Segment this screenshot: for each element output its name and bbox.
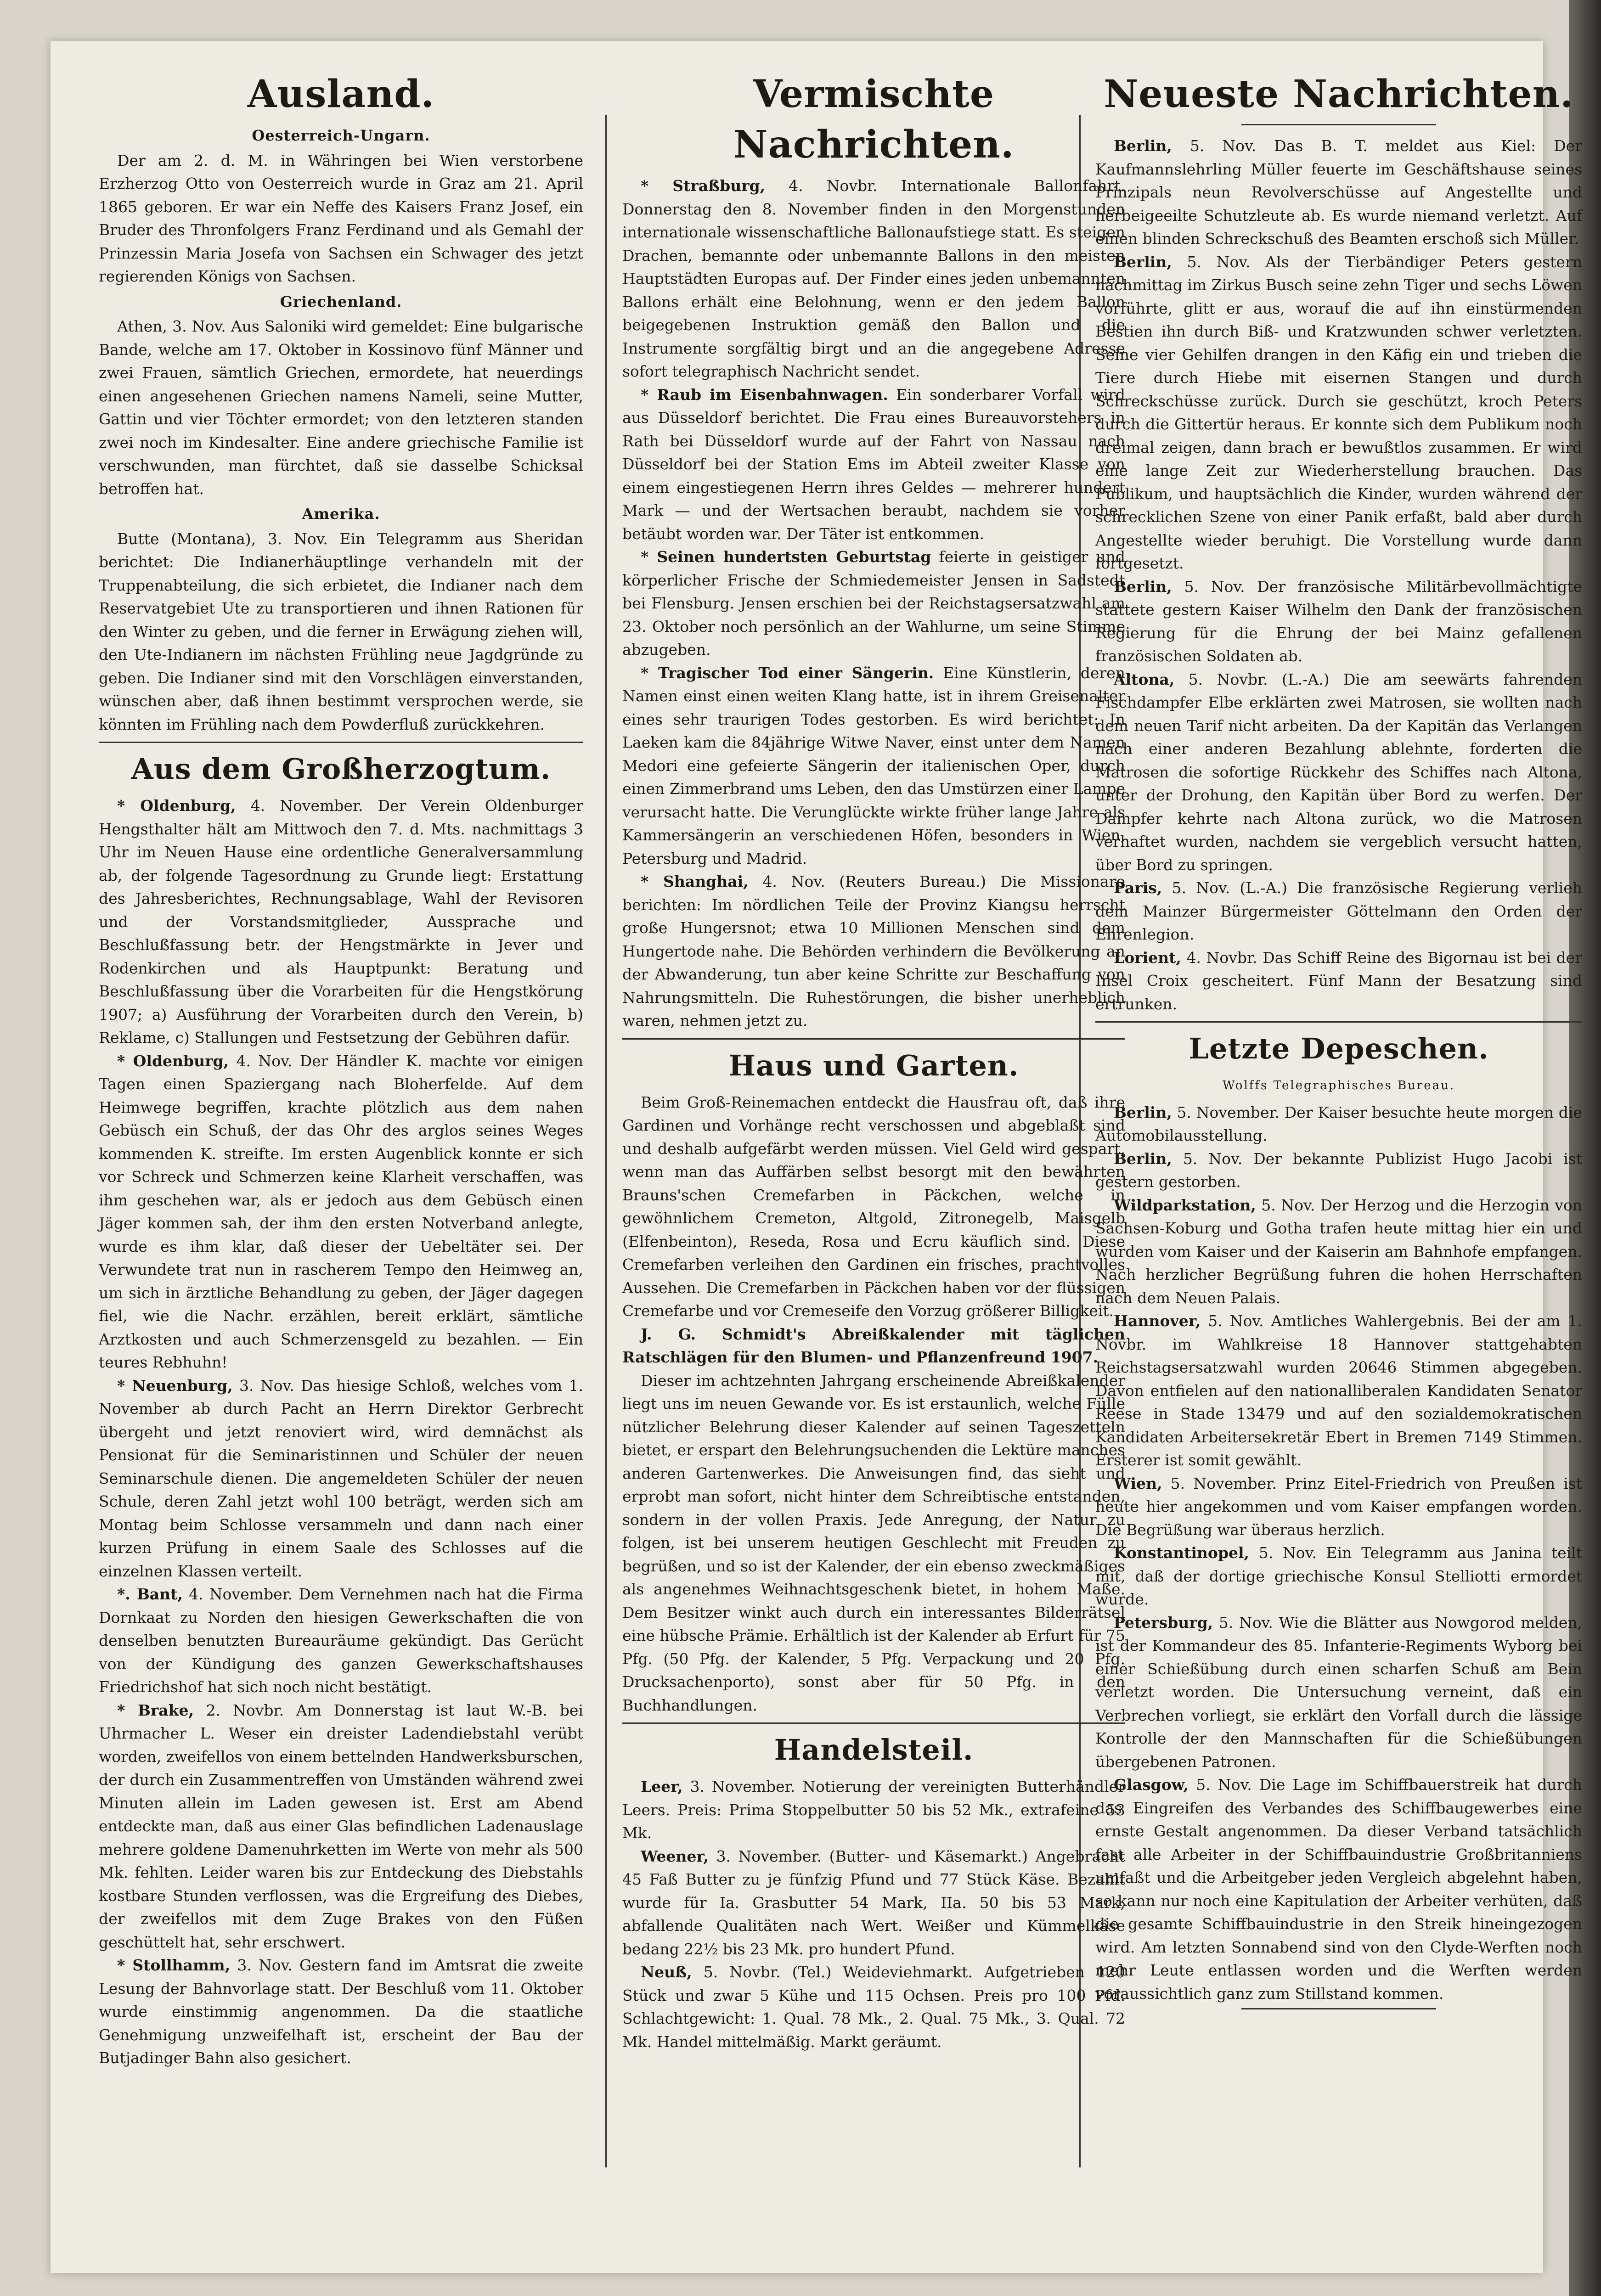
news-item-place: * Straßburg, (641, 177, 766, 195)
news-item (1095, 1101, 1582, 1148)
news-item-place: Berlin, (1114, 253, 1172, 271)
news-item-text: 4. Nov. Der Händler K. machte vor einigen Tagen einen Spaziergang nach Bloherfelde. Auf dem Heimwege begriffen, krachte plötzlich aus dem nahen Gebüsch ein Schuß, der das Ohr des arglos seines Weges kommenden K. streifte. Im ersten Augenblick konnte er sich vor Schreck und Schmerzen keine Klarheit verschaffen, was ihm geschehen war, als er jedoch aus dem Gebüsch einen Jäger kommen sah, der ihm den ersten Notverband anlegte, wurde es ihm klar, daß dieser der Uebeltäter sei. Der Verwundete trat nun in rascherem Tempo den Heimweg an, um sich in ärztliche Behandlung zu geben, der Jäger dagegen fiel, wie die Nachr. erzählen, bereit erklärt, sämtliche Arztkosten und auch Schmerzensgeld zu bezahlen. — Ein teures Rebhuhn! (99, 1052, 584, 1371)
news-item-text: 5. Novbr. (L.-A.) Die am seewärts fahrenden Fischdampfer Elbe erklärten zwei Matrosen, sie wollten nach dem neuen Tarif nicht arbeiten. Da der Kapitän das Verlangen nach einer anderen Bezahlung ablehnte, forderten die Matrosen die sofortige Rückkehr des Schiffes nach Altona, unter der Drohung, den Kapitän über Bord zu werfen. Der Dampfer kehrte nach Altona zurück, wo die Matrosen verhaftet wurden, nachdem sie vergeblich versucht hatten, über Bord zu springen. (1095, 670, 1582, 874)
news-item (99, 1954, 583, 2070)
news-item-text: 5. Nov. Der französische Militärbevollmächtigte stattete gestern Kaiser Wilhelm den Dank der französischen Regierung für die Ehrung der bei Mainz gefallenen französischen Soldaten ab. (1095, 577, 1582, 665)
news-item (99, 1583, 583, 1699)
news-item-text: 5. Nov. Der bekannte Publizist Hugo Jacobi ist gestern gestorben. (1095, 1149, 1582, 1191)
news-item-place: * Seinen hundertsten Geburtstag (641, 548, 931, 566)
griechenland-text: Athen, 3. Nov. Aus Saloniki wird gemeldet: Eine bulgarische Bande, welche am 17. Oktober in Kossinovo fünf Männer und zwei Frauen, sämtlich Griechen, ermordete, hat neuerdings einen angesehenen Griechen namens Nameli, seine Mutter, Gattin und vier Töchter ermordet; von den letzteren standen zwei noch im Kindesalter. Eine andere griechische Familie ist verschwunden, man fürchtet, daß sie dasselbe Schicksal betroffen hat. (99, 317, 583, 498)
section-divider (622, 1038, 1125, 1040)
news-item-place: Hannover, (1114, 1312, 1201, 1330)
news-item-text: feierte in geistiger und körperlicher Frische der Schmiedemeister Jensen in Sadstedt bei Flensburg. Jensen erschien bei der Reichstagsersatzwahl am 23. Oktober noch persönlich an der Wahlurne, um seine Stimme abzugeben. (622, 548, 1125, 658)
news-item-place: * Stollhamm, (117, 1956, 231, 1974)
news-item (622, 662, 1125, 871)
news-item-text: 3. Nov. Gestern fand im Amtsrat die zweite Lesung der Bahnvorlage statt. Der Beschluß vom 11. Oktober wurde einstimmig angenommen. Da die staatliche Genehmigung unzweifelhaft ist, erscheint der Bau der Butjadinger Bahn also gesichert. (99, 1956, 583, 2067)
news-item (622, 1775, 1125, 1845)
news-item (1095, 1148, 1582, 1194)
column-2 (622, 69, 1125, 2054)
news-item-text: 4. Novbr. Das Schiff Reine des Bigornau ist bei der Insel Croix gescheitert. Fünf Mann der Besatzung sind ertrunken. (1095, 948, 1582, 1013)
news-item-text: 5. Nov. Als der Tierbändiger Peters gestern nachmittag im Zirkus Busch seine zehn Tiger und sechs Löwen vorführte, glitt er aus, worauf die auf ihn einstürmenden Bestien ihn durch Biß- und Kratzwunden schwer verletzten. Seine vier Gehilfen drangen in den Käfig ein und trieben die Tiere durch Hiebe mit eisernen Stangen und durch Schreckschüsse zurück. Durch sie geschützt, kroch Peters durch die Gittertür heraus. Er konnte sich dem Publikum noch dreimal zeigen, dann brach er bewußtlos zusammen. Er wird eine lange Zeit zur Wiederherstellung brauchen. Das Publikum, und hauptsächlich die Kinder, wurden während der schrecklichen Szene von einer Panik erfaßt, bald aber durch Angestellte wieder beruhigt. Die Vorstellung wurde dann fortgesetzt. (1095, 253, 1582, 572)
news-item-text: 2. Novbr. Am Donnerstag ist laut W.-B. bei Uhrmacher L. Weser ein dreister Ladendiebstahl verübt worden, zweifellos von einem bettelnden Handwerksburschen, der durch ein Zusammentreffen von Umständen während zwei Minuten allein im Laden gewesen ist. Erst am Abend entdeckte man, daß aus einer Glas befindlichen Ladenauslage mehrere goldene Damenuhrketten im Werte von mehr als 500 Mk. fehlten. Leider waren bis zur Entdeckung des Diebstahls kostbare Stunden verflossen, was die Ergreifung des Diebes, der zweifellos mit dem Zuge Brakes von den Füßen geschüttelt hat, sehr erschwert. (99, 1701, 583, 1951)
news-item-place: Berlin, (1114, 1149, 1172, 1168)
news-item-place: Berlin, (1114, 1103, 1172, 1121)
column-rule-1 (605, 115, 607, 2167)
news-item (622, 1961, 1125, 2054)
handelsteil-heading: Handelsteil. (774, 1733, 974, 1767)
news-item-place: *. Bant, (117, 1585, 183, 1603)
news-item-text: 4. November. Der Verein Oldenburger Hengsthalter hält am Mittwoch den 7. d. Mts. nachmittags 3 Uhr im Neuen Hause eine ordentliche Generalversammlung ab, der folgende Tagesordnung zu Grunde liegt: Erstattung des Jahresberichtes, Rechnungsablage, Wahl der Revisoren und der Vorstandsmitglieder, Aussprache und Beschlußfassung betr. der Hengstmärkte in Jever und Rodenkirchen und als Hauptpunkt: Beratung und Beschlußfassung über die Vorarbeiten für die Hengstkörung 1907; a) Ausführung der Vorarbeiten durch den Verein, b) Reklame, c) Stallungen und Festsetzung der Gebühren dafür. (99, 797, 583, 1047)
news-item-text: 3. November. (Butter- und Käsemarkt.) Angebracht 45 Faß Butter zu je fünfzig Pfund und 77 Stück Käse. Bezahlt wurde für Ia. Grasbutter 54 Mark, IIa. 50 bis 53 Mark, abfallende Qualitäten nach Wert. Weißer und Kümmelkäse bedang 22½ bis 23 Mk. pro hundert Pfund. (622, 1847, 1125, 1958)
end-rule (1241, 2008, 1436, 2009)
news-item (622, 870, 1125, 1033)
news-item (1095, 946, 1582, 1016)
vermischte-heading: Vermischte Nachrichten. (733, 72, 1015, 167)
haus-text-3: Dieser im achtzehnten Jahrgang erscheinende Abreißkalender liegt uns im neuen Gewande vor. Es ist erstaunlich, welche Fülle nützlicher Belehrung dieser Kalender auf seinen Tageszetteln bietet, er erspart den Belehrungsuchenden die Lektüre manches anderen Gartenwerkes. Die Anweisungen find, das sieht und erprobt man sofort, nicht hinter dem Schreibtische entstanden, sondern in der vollen Praxis. Jede Anregung, der Natur zu folgen, ist bei unserem heutigen Geschlecht mit Freuden zu begrüßen, und so ist der Kalender, der ein ebenso zweckmäßiges als angenehmes Weihnachtsgeschenk bietet, in hohem Maße. Dem Besitzer winkt auch durch ein interessantes Bilderrätsel eine hübsche Prämie. Erhältlich ist der Kalender ab Erfurt für 75 Pfg. (50 Pfg. der Kalender, 5 Pfg. Verpackung und 20 Pfg. Drucksachenporto), sonst aber für 50 Pfg. in den Buchhandlungen. (622, 1371, 1125, 1714)
news-item-place: Berlin, (1114, 577, 1172, 596)
news-item-text: Eine Künstlerin, deren Namen einst einen weiten Klang hatte, ist in ihrem Greisenalter eines sehr traurigen Todes gestorben. Es wird berichtet: In Laeken kam die 84jährige Witwe Naver, einst unter dem Namen Medori eine gefeierte Sängerin der italienischen Oper, durch einen Zimmerbrand ums Leben, den das Umstürzen einer Lampe verursacht hatte. Die Verunglückte wirkte früher lange Jahre als Kammersängerin an verschiedenen Höfen, besonders in Wien, Petersburg und Madrid. (622, 664, 1125, 867)
news-item-text: 5. November. Der Kaiser besuchte heute morgen die Automobilausstellung. (1095, 1103, 1582, 1144)
news-item-place: Paris, (1114, 879, 1162, 897)
news-item-text: 5. November. Prinz Eitel-Friedrich von Preußen ist heute hier angekommen und vom Kaiser empfangen worden. Die Begrüßung war überaus herzlich. (1095, 1474, 1582, 1539)
amerika-subheading: Amerika. (302, 505, 380, 523)
news-item-text: 5. Nov. Wie die Blätter aus Nowgorod melden, ist der Kommandeur des 85. Infanterie-Regiments Wyborg bei einer Schießübung durch einen scharfen Schuß am Bein verletzt worden. Die Untersuchung verneint, daß ein Verbrechen vorliegt, sie erklärt den Vorfall durch die lässige Kontrolle der den Mannschaften für die Schießübungen übergebenen Patronen. (1095, 1613, 1582, 1771)
news-item-text: 5. Nov. Ein Telegramm aus Janina teilt mit, daß der dortige griechische Konsul Stelliotti ermordet wurde. (1095, 1544, 1582, 1608)
amerika-text: Butte (Montana), 3. Nov. Ein Telegramm aus Sheridan berichtet: Die Indianerhäuptlinge verhandeln mit der Truppenabteilung, die sich erbietet, die Indianer nach dem Reservatgebiet Ute zu transportieren und ihnen Rationen für den Winter zu geben, und die ferner in Erwägung ziehen will, den Ute-Indianern im nächsten Frühling neue Jagdgründe zu geben. Die Indianer sind mit den Vorschlägen einverstanden, wünschen aber, daß ihnen bestimmt versprochen werde, sie könnten im Frühling nach dem Powderfluß zurückkehren. (99, 529, 583, 733)
news-item (99, 794, 583, 1050)
wire-service-label: Wolffs Telegraphisches Bureau. (1222, 1079, 1455, 1092)
news-item-place: Konstantinopel, (1114, 1544, 1250, 1562)
news-item-text: 4. Nov. (Reuters Bureau.) Die Missionare berichten: Im nördlichen Teile der Provinz Kiangsu herrscht große Hungersnot; etwa 10 Millionen Menschen sind dem Hungertode nahe. Die Behörden verhindern die Bevölkerung an der Abwanderung, tun aber keine Schritte zur Beschaffung von Nahrungsmitteln. Die Ruhestörungen, die bisher unerheblich waren, nehmen jetzt zu. (622, 872, 1125, 1030)
news-item (1095, 1773, 1582, 2005)
news-item (1095, 135, 1582, 251)
news-item (99, 1050, 583, 1374)
news-item-place: Wien, (1114, 1474, 1162, 1492)
news-item-place: * Brake, (117, 1701, 194, 1719)
news-item (1095, 575, 1582, 668)
news-item (622, 546, 1125, 662)
news-item-place: Leer, (641, 1778, 683, 1795)
news-item-place: Berlin, (1114, 137, 1172, 155)
news-item-text: 4. November. Dem Vernehmen nach hat die Firma Dornkaat zu Norden den hiesigen Gewerkschaften die von denselben benutzten Bureauräume gekündigt. Das Gerücht von der Kündigung des ganzen Gewerkschaftshauses Friedrichshof hat sich noch nicht bestätigt. (99, 1585, 583, 1696)
section-divider (1095, 1021, 1582, 1023)
haus-text-2: J. G. Schmidt's Abreißkalender mit täglichen Ratschlägen für den Blumen- und Pflanzenfreund 1907. (622, 1325, 1125, 1366)
news-item-place: Neuß, (641, 1963, 692, 1981)
news-item (1095, 1310, 1582, 1472)
news-item-place: * Raub im Eisenbahnwagen. (641, 385, 888, 404)
neueste-heading: Neueste Nachrichten. (1104, 72, 1574, 116)
news-item-place: * Tragischer Tod einer Sängerin. (641, 664, 934, 682)
news-item-place: * Oldenburg, (117, 797, 236, 815)
haus-garten-heading: Haus und Garten. (728, 1048, 1019, 1082)
section-divider (99, 742, 583, 743)
heading-underline (1241, 124, 1436, 125)
news-item-text: 4. Novbr. Internationale Ballonfahrt. Donnerstag den 8. November finden in den Morgenstunden internationale wissenschaftliche Ballonaufstiege statt. Es steigen Drachen, bemannte oder unbemannte Ballons in den meisten Hauptstädten Europas auf. Der Finder eines jeden unbemannten Ballons erhält eine Belohnung, wenn er den jedem Ballon beigegebenen Instruktion gemäß den Ballon und die Instrumente sorgfältig birgt und an die angegebene Adresse sofort telegraphisch Nachricht sendet. (622, 177, 1126, 380)
news-item-place: * Neuenburg, (117, 1376, 233, 1395)
news-item-place: Glasgow, (1114, 1776, 1189, 1794)
news-item (622, 383, 1125, 546)
grossherzogtum-heading: Aus dem Großherzogtum. (131, 752, 551, 786)
news-item (1095, 668, 1582, 877)
news-item (622, 174, 1125, 383)
news-item (622, 1845, 1125, 1961)
news-item-place: Weener, (641, 1847, 709, 1865)
news-item-place: Altona, (1114, 670, 1175, 688)
news-item (1095, 1611, 1582, 1774)
haus-text-1: Beim Groß-Reinemachen entdeckt die Hausfrau oft, daß ihre Gardinen und Vorhänge recht verschossen und abgeblaßt sind und deshalb aufgefärbt werden müssen. Viel Geld wird gespart, wenn man das Auffärben selbst besorgt mit den bewährten Brauns'schen Cremefarben in Päckchen, welche in gewöhnlichem Cremeton, Altgold, Zitronegelb, Maisgelb (Elfenbeinton), Reseda, Rosa und Ecru käuflich sind. Diese Cremefarben verleihen den Gardinen ein frisches, prachtvolles Aussehen. Die Cremefarben in Päckchen haben vor der flüssigen Cremefarbe und vor Cremeseife den Vorzug größerer Billigkeit. (622, 1093, 1125, 1320)
section-divider (622, 1722, 1125, 1724)
news-item-text: 3. November. Notierung der vereinigten Butterhändler Leers. Preis: Prima Stoppelbutter 50 bis 52 Mk., extrafeine 53 Mk. (622, 1778, 1125, 1842)
oesterreich-text: Der am 2. d. M. in Währingen bei Wien verstorbene Erzherzog Otto von Oesterreich wurde in Graz am 21. April 1865 geboren. Er war ein Neffe des Kaisers Franz Josef, ein Bruder des Thronfolgers Franz Ferdinand und als Gemahl der Prinzessin Maria Josefa von Sachsen ein Schwager des jetzt regierenden Königs von Sachsen. (99, 151, 583, 285)
news-item-place: * Oldenburg, (117, 1052, 229, 1070)
griechenland-subheading: Griechenland. (280, 293, 402, 310)
news-item-text: 5. Nov. Die Lage im Schiffbauerstreik hat durch das Eingreifen des Verbandes des Schiffbaugewerbes eine ernste Gestalt angenommen. Da dieser Verband tatsächlich fast alle Arbeiter in der Schiffbauindustrie Großbritanniens umfaßt und die Arbeitgeber jeden Vergleich abgelehnt haben, so kann nur noch eine Kapitulation der Arbeiter verhüten, daß die gesamte Schiffbauindustrie in den Streik hineingezogen wird. Am letzten Sonnabend sind von den Clyde-Werften noch mehr Leute entlassen worden und die Werften werden voraussichtlich ganz zum Stillstand kommen. (1095, 1776, 1582, 2003)
news-item-place: Wildparkstation, (1114, 1196, 1256, 1214)
news-item-text: 5. Nov. Der Herzog und die Herzogin von Sachsen-Koburg und Gotha trafen heute mittag hier ein und wurden vom Kaiser und der Kaiserin am Bahnhofe empfangen. Nach herzlicher Begrüßung fuhren die hohen Herrschaften nach dem Neuen Palais. (1095, 1196, 1583, 1307)
news-item-place: Lorient, (1114, 948, 1181, 967)
news-item-place: Petersburg, (1114, 1613, 1213, 1632)
news-item (1095, 1194, 1582, 1310)
depeschen-heading: Letzte Depeschen. (1189, 1032, 1489, 1065)
news-item (1095, 1542, 1582, 1611)
news-item (99, 1374, 583, 1583)
news-item (1095, 251, 1582, 575)
news-item-text: 3. Nov. Das hiesige Schloß, welches vom 1. November ab durch Pacht an Herrn Direktor Gerbrecht übergeht und jetzt renoviert wird, wird demnächst als Pensionat für die Seminaristinnen und Schüler der neuen Seminarschule dienen. Die angemeldeten Schüler der neuen Schule, deren Zahl jetzt wohl 100 beträgt, werden sich am Montag beim Schlosse versammeln und dann nach einer kurzen Prüfung in einem Saale des Schlosses auf die einzelnen Klassen verteilt. (99, 1376, 583, 1580)
news-item (1095, 877, 1582, 946)
oesterreich-subheading: Oesterreich-Ungarn. (252, 127, 430, 144)
news-item-text: 5. Nov. (L.-A.) Die französische Regierung verlieh dem Mainzer Bürgermeister Göttelmann den Orden der Ehrenlegion. (1095, 879, 1582, 943)
column-3 (1095, 69, 1582, 2019)
news-item (1095, 1472, 1582, 1542)
news-item-place: * Shanghai, (641, 872, 749, 890)
news-item-text: 5. Nov. Amtliches Wahlergebnis. Bei der am 1. Novbr. im Wahlkreise 18 Hannover stattgehabten Reichstagsersatzwahl wurden 20646 Stimmen abgegeben. Davon entfielen auf den nationalliberalen Kandidaten Senator Reese in Stade 13479 und auf den sozialdemokratischen Kandidaten Arbeitersekretär Ebert in Bremen 7149 Stimmen. Ersterer ist somit gewählt. (1095, 1312, 1582, 1469)
news-item (99, 1699, 583, 1954)
news-item-text: 5. Nov. Das B. T. meldet aus Kiel: Der Kaufmannslehrling Müller feuerte im Geschäftshause seines Prinzipals neun Revolverschüsse auf Angestellte und herbeigeeilte Schutzleute ab. Es wurde niemand verletzt. Auf einen blinden Schreckschuß des Beamten erschoß sich Müller. (1095, 137, 1582, 248)
news-item-text: 5. Novbr. (Tel.) Weideviehmarkt. Aufgetrieben 120 Stück und zwar 5 Kühe und 115 Ochsen. Preis pro 100 Pfd. Schlachtgewicht: 1. Qual. 78 Mk., 2. Qual. 75 Mk., 3. Qual. 72 Mk. Handel mittelmäßig. Markt geräumt. (622, 1963, 1125, 2051)
column-1 (99, 69, 583, 2070)
news-item-text: Ein sonderbarer Vorfall wird aus Düsseldorf berichtet. Die Frau eines Bureauvorstehers in Rath bei Düsseldorf wurde auf der Fahrt von Nassau nach Düsseldorf bei der Station Ems im Abteil zweiter Klasse von einem eingestiegenen Herrn ihres Geldes — mehrerer hundert Mark — und der Wertsachen beraubt, nachdem sie vorher betäubt worden war. Der Täter ist entkommen. (622, 385, 1125, 543)
ausland-heading: Ausland. (247, 72, 435, 116)
